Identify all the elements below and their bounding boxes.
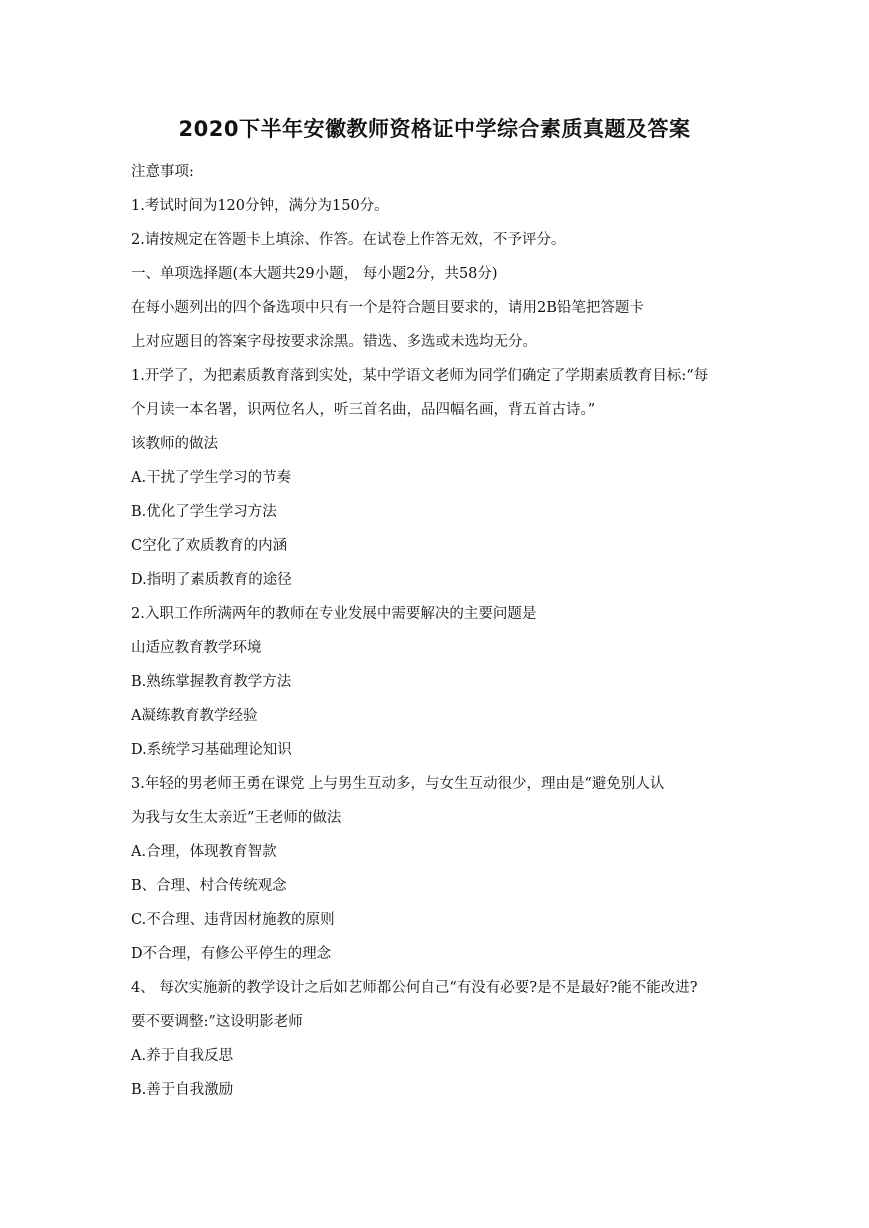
answer-option: D.指明了素质教育的途径 — [131, 572, 292, 588]
answer-option: D不合理，有修公平停生的理念 — [131, 946, 332, 962]
answer-option: C.不合理、违背因材施教的原则 — [131, 912, 335, 928]
answer-option: A.养于自我反思 — [131, 1048, 234, 1064]
section-instructions: 在每小题列出的四个备选项中只有一个是符合题目要求的，请用2B铅笔把答题卡 — [131, 300, 644, 316]
notice-item: 2.请按规定在答题卡上填涂、作答。在试卷上作答无效，不予评分。 — [131, 232, 566, 248]
answer-option: 山适应教育教学环境 — [131, 640, 262, 656]
answer-option: D.系统学习基础理论知识 — [131, 742, 292, 758]
notice-item: 1.考试时间为120分钟，满分为150分。 — [131, 198, 389, 214]
answer-option: A.干扰了学生学习的节奏 — [131, 470, 292, 486]
notice-heading: 注意事项: — [131, 164, 194, 180]
answer-option: A凝练教育教学经验 — [131, 708, 258, 724]
question-text: 1.开学了，为把素质教育落到实处，某中学语文老师为同学们确定了学期素质教育目标:“每 — [131, 368, 709, 384]
question-text: 个月读一本名署，识两位名人，听三首名曲，品四幅名画，背五首古诗。” — [131, 402, 596, 418]
document-title: 2020下半年安徽教师资格证中学综合素质真题及答案 — [178, 117, 691, 141]
answer-option: B.优化了学生学习方法 — [131, 504, 277, 520]
document-body — [131, 155, 751, 1107]
question-text: 2.入职工作所满两年的教师在专业发展中需要解决的主要问题是 — [131, 606, 537, 622]
answer-option: C空化了欢质教育的内涵 — [131, 538, 288, 554]
section-heading: 一、单项选择题(本大题共29小题， 每小题2分，共58分) — [131, 266, 498, 282]
section-instructions: 上对应题目的答案字母按要求涂黑。错选、多选或未选均无分。 — [131, 334, 537, 350]
answer-option: B.善于自我激励 — [131, 1082, 234, 1098]
question-text: 为我与女生太亲近”王老师的做法 — [131, 810, 342, 826]
question-text: 3.年轻的男老师王勇在课党 上与男生互动多，与女生互动很少，理由是“避免别人认 — [131, 776, 665, 792]
answer-option: B、合理、村合传统观念 — [131, 878, 287, 894]
answer-option: B.熟练掌握教育教学方法 — [131, 674, 292, 690]
question-text: 该教师的做法 — [131, 436, 218, 452]
question-text: 4、 每次实施新的教学设计之后如艺师都公何自己“有没有必要?是不是最好?能不能改进? — [131, 980, 698, 996]
question-text: 要不要调整:”这设明影老师 — [131, 1014, 303, 1030]
answer-option: A.合理，体现教育智款 — [131, 844, 277, 860]
